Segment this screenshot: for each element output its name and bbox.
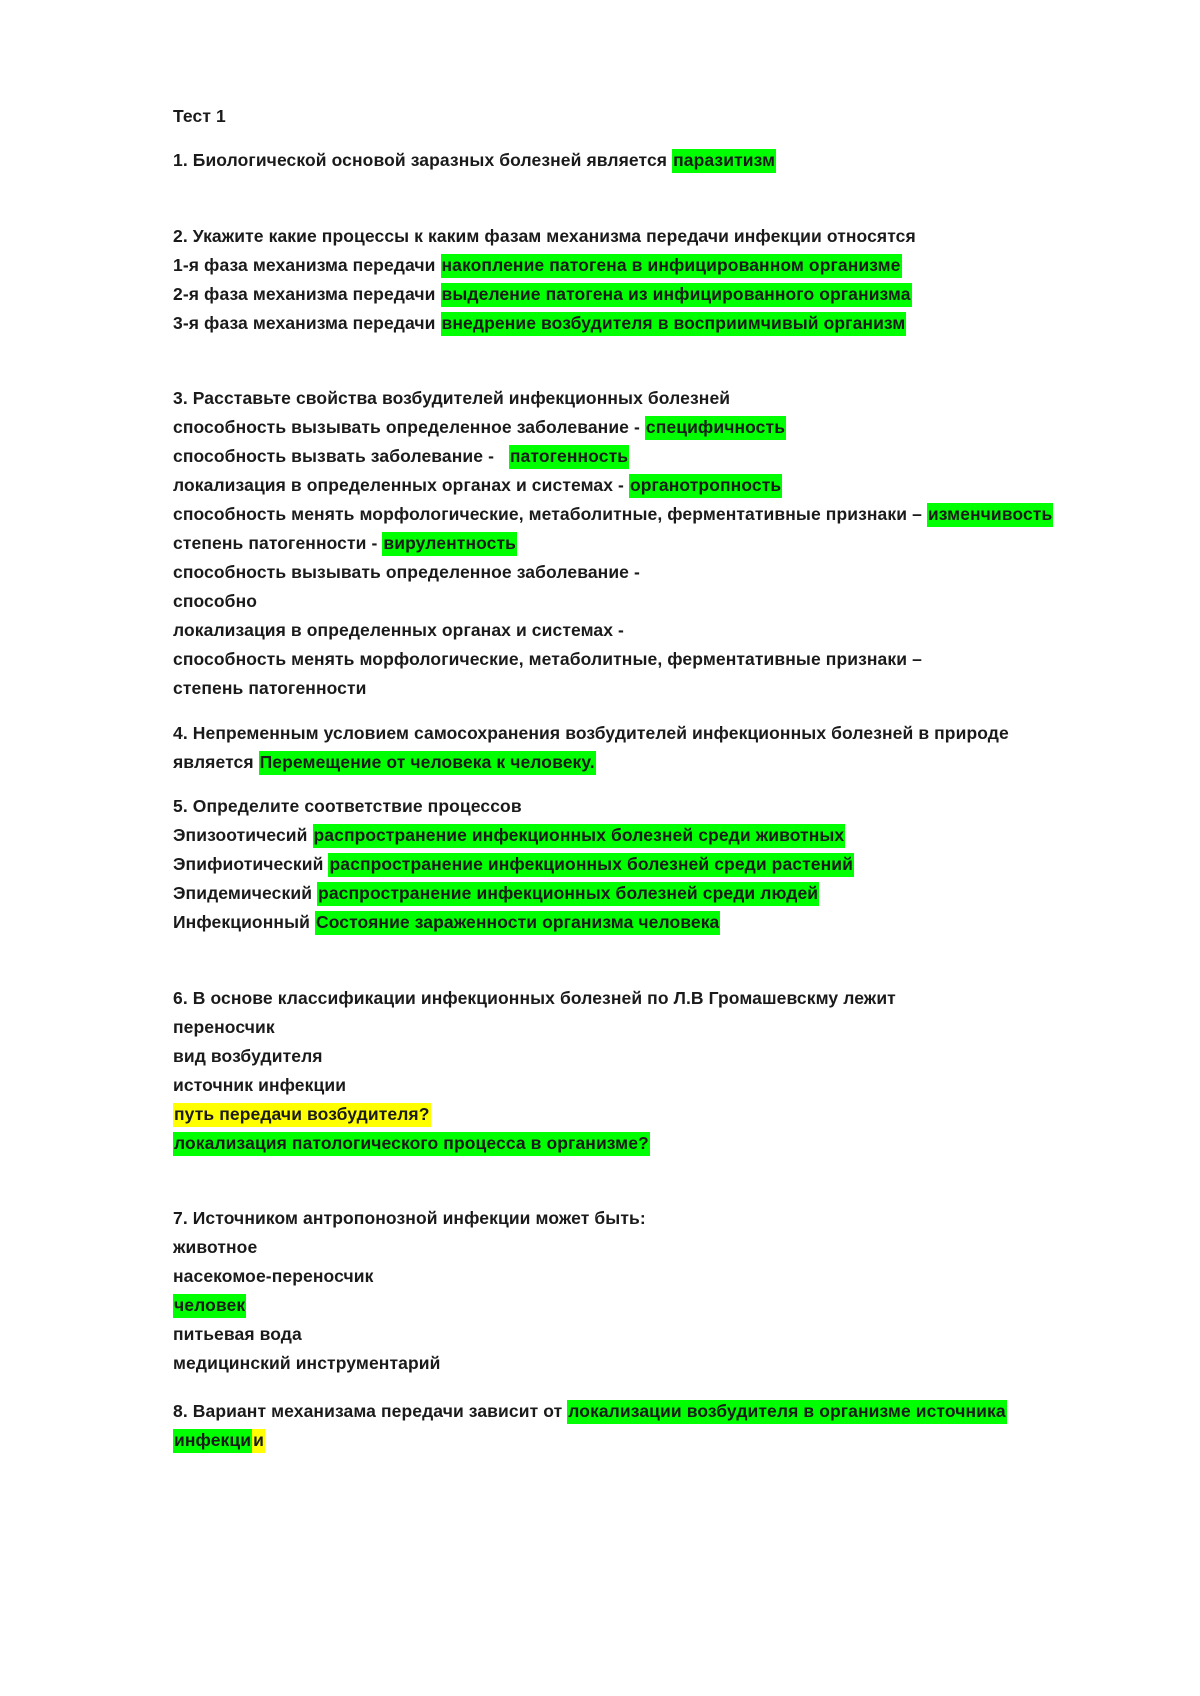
question-4-text: 4. Непременным условием самосохранения возбудителей инфекционных болезней в природе [173,723,1009,743]
row-answer: специфичность [645,416,786,440]
question-6-option: вид возбудителя [173,1046,323,1066]
question-3-row [173,501,1053,528]
row-answer: Состояние зараженности организма человека [315,911,720,935]
row-label: Эпизоотичесий [173,825,308,845]
question-4-prefix: является [173,752,254,772]
question-3-text: 3. Расставьте свойства возбудителей инфекционных болезней [173,388,731,408]
question-7-text: 7. Источником антропонозной инфекции может быть: [173,1208,646,1228]
question-3-extra-line: способность менять морфологические, метаболитные, ферментативные признаки – [173,649,922,669]
row-label: Инфекционный [173,912,310,932]
question-1-answer: паразитизм [672,149,776,173]
row-label: 1-я фаза механизма передачи [173,255,436,275]
row-label: 3-я фаза механизма передачи [173,313,436,333]
question-6-option-highlighted [173,1130,650,1157]
question-1-text: Биологической основой заразных болезней является [192,150,668,170]
question-5-text: 5. Определите соответствие процессов [173,796,522,816]
row-answer: накопление патогена в инфицированном организме [441,254,902,278]
question-5-row [173,880,819,907]
question-7-option: питьевая вода [173,1324,302,1344]
question-6-option: источник инфекции [173,1075,347,1095]
question-8-line-2 [173,1427,265,1454]
row-label: 2-я фаза механизма передачи [173,284,436,304]
question-6-option: переносчик [173,1017,275,1037]
question-2-row [173,310,906,337]
row-label: степень патогенности - [173,533,378,553]
question-7-option-highlighted [173,1292,246,1319]
question-5-row [173,822,845,849]
question-3-extra-line: локализация в определенных органах и системах - [173,620,624,640]
row-label: способность вызвать заболевание - [173,446,494,466]
question-8-text: 8. Вариант механизама передачи зависит от [173,1401,563,1421]
question-1-number: 1. [173,150,188,170]
question-1 [173,147,776,174]
row-answer: распространение инфекционных болезней среди растений [328,853,854,877]
question-8-line [173,1398,1007,1425]
row-answer: изменчивость [927,503,1053,527]
question-7-option: насекомое-переносчик [173,1266,374,1286]
test-title: Тест 1 [173,106,226,126]
row-answer: вирулентность [382,532,517,556]
highlight-yellow: путь передачи возбудителя? [173,1103,431,1127]
question-3-extra-line: способность вызывать определенное заболевание - [173,562,640,582]
row-label: способность вызывать определенное заболевание - [173,417,640,437]
question-2-text: 2. Укажите какие процессы к каким фазам механизма передачи инфекции относятся [173,226,916,246]
question-5-row [173,851,854,878]
question-7-option: медицинский инструментарий [173,1353,441,1373]
row-answer: распространение инфекционных болезней среди людей [317,882,819,906]
highlight-green: локализация патологического процесса в организме? [173,1132,650,1156]
question-3-row [173,472,782,499]
row-answer: внедрение возбудителя в восприимчивый организм [441,312,907,336]
row-label: способность менять морфологические, метаболитные, ферментативные признаки – [173,504,922,524]
row-answer: органотропность [629,474,782,498]
question-8-answer-yellow: и [252,1429,265,1453]
row-answer: патогенность [509,445,629,469]
question-2-row [173,252,902,279]
question-5-row [173,909,720,936]
row-label: Эпидемический [173,883,313,903]
question-7-option: животное [173,1237,258,1257]
question-6-option-highlighted [173,1101,431,1128]
question-3-extra-line: способно [173,591,258,611]
question-8-answer: локализации возбудителя в организме источника [567,1400,1006,1424]
question-3-row [173,530,517,557]
question-3-row [173,443,629,470]
question-2-row [173,281,912,308]
row-label: Эпифиотический [173,854,324,874]
question-6-text: 6. В основе классификации инфекционных болезней по Л.В Громашевскму лежит [173,988,896,1008]
question-4-answer-line [173,749,596,776]
question-3-extra-line: степень патогенности [173,678,367,698]
row-answer: выделение патогена из инфицированного организма [441,283,912,307]
question-7-answer: человек [173,1294,246,1318]
row-answer: распространение инфекционных болезней среди животных [313,824,846,848]
question-8-answer-cont: инфекци [173,1429,252,1453]
row-label: локализация в определенных органах и системах - [173,475,624,495]
question-3-row [173,414,786,441]
question-4-answer: Перемещение от человека к человеку. [259,751,596,775]
